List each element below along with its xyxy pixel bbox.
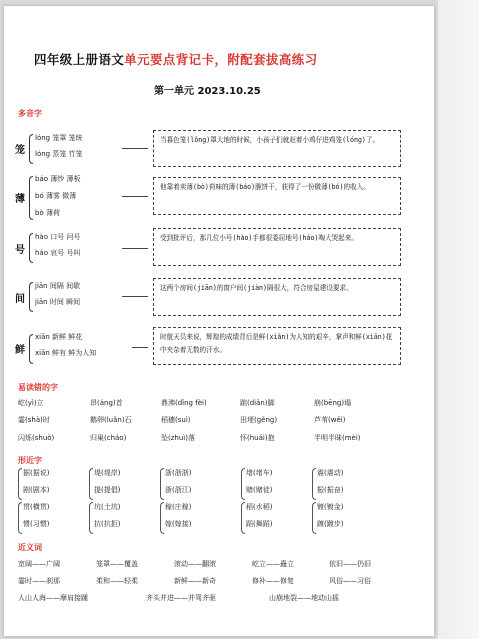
word: 惯(习惯) bbox=[23, 520, 50, 528]
synonym-pair: 屹立——矗立 bbox=[252, 560, 294, 568]
word: 鼎沸(dǐng fèi) bbox=[161, 399, 207, 407]
synonym-pair: 齐头并进——并驾齐驱 bbox=[146, 594, 216, 602]
word: 浙(浙浙) bbox=[165, 469, 192, 477]
brace bbox=[241, 468, 245, 500]
brace bbox=[312, 468, 316, 500]
section-similar: 形近字 bbox=[18, 456, 42, 465]
word: 赌(赌徒) bbox=[246, 486, 273, 494]
brace bbox=[29, 134, 33, 164]
word: 稻穗(suì) bbox=[161, 416, 191, 424]
brace bbox=[160, 468, 164, 500]
section-polyphonic: 多音字 bbox=[18, 109, 42, 118]
example-box: 这两个房间(jiān)的窗户间(jiàn)隔很大，符合房屋建设要求。 bbox=[153, 278, 401, 316]
connector-line bbox=[122, 196, 148, 197]
synonym-pair: 新鲜——新奇 bbox=[174, 577, 216, 585]
word: 震(震动) bbox=[317, 469, 344, 477]
reading: bò 薄荷 bbox=[35, 209, 60, 217]
word: 抗(抗拒) bbox=[94, 520, 121, 528]
connector-line bbox=[122, 296, 148, 297]
word: 霎(shà)时 bbox=[18, 416, 50, 424]
char-long: 笼 bbox=[15, 145, 25, 156]
synonym-pair: 风俗——习俗 bbox=[329, 577, 371, 585]
word: 踱(踱步) bbox=[317, 520, 344, 528]
section-misread: 易读错的字 bbox=[18, 383, 58, 392]
word: 堤(堤岸) bbox=[94, 469, 121, 477]
reading: jiān 时间 瞬间 bbox=[35, 298, 81, 306]
word: 提(提倡) bbox=[94, 486, 121, 494]
word: 坠(zhuì)落 bbox=[161, 434, 195, 442]
synonym-pair: 依旧——仍旧 bbox=[329, 560, 371, 568]
word: 堵(堵车) bbox=[246, 469, 273, 477]
word: 怀(huái)抱 bbox=[240, 434, 275, 442]
section-synonyms: 近义词 bbox=[18, 543, 42, 552]
example-box: 受到批评后，那几位小号(hào)手都很委屈地号(háo)啕大哭起来。 bbox=[153, 228, 401, 266]
brace bbox=[89, 468, 93, 500]
brace bbox=[89, 502, 93, 534]
char-jian: 间 bbox=[15, 294, 25, 305]
reading: báo 薄纱 薄板 bbox=[35, 175, 81, 183]
synonym-pair: 宽阔——广阔 bbox=[18, 560, 60, 568]
brace bbox=[18, 502, 22, 534]
word: 踮(diǎn)脚 bbox=[240, 399, 275, 407]
word: 坑(土坑) bbox=[94, 503, 121, 511]
connector-line bbox=[132, 347, 148, 348]
brace bbox=[241, 502, 245, 534]
background-shade bbox=[438, 0, 479, 639]
synonym-pair: 山崩地裂——地动山摇 bbox=[269, 594, 339, 602]
brace bbox=[18, 468, 22, 500]
word: 田埂(gěng) bbox=[240, 416, 278, 424]
char-hao: 号 bbox=[15, 245, 25, 256]
reading: xiān 鲜有 鲜为人知 bbox=[35, 349, 97, 357]
reading: lóng 笼罩 笼统 bbox=[35, 134, 83, 142]
example-box: 当暮色笼(lǒng)罩大地的时候，小孩子们就赶着小鸡仔进鸡笼(lóng)了。 bbox=[153, 130, 401, 167]
word: 稻(水稻) bbox=[246, 503, 273, 511]
reading: hào 口号 问号 bbox=[35, 233, 81, 241]
brace bbox=[29, 176, 33, 220]
word: 稼(庄稼) bbox=[165, 503, 192, 511]
word: 闪烁(shuò) bbox=[18, 434, 55, 442]
reading: lóng 蒸笼 竹笼 bbox=[35, 150, 83, 158]
word: 鹅卵(luǎn)石 bbox=[90, 416, 132, 424]
reading: xiān 新鲜 鲜花 bbox=[35, 333, 83, 341]
word: 昂(áng)首 bbox=[90, 399, 123, 407]
brace bbox=[29, 334, 33, 364]
word: 芦苇(wěi) bbox=[314, 416, 346, 424]
reading: bó 薄雾 微薄 bbox=[35, 192, 77, 200]
brace bbox=[29, 282, 33, 312]
word: 嫁(嫁接) bbox=[165, 520, 192, 528]
connector-line bbox=[122, 148, 148, 149]
reading: jiān 间隔 间歇 bbox=[35, 282, 81, 290]
brace bbox=[29, 233, 33, 263]
char-xian: 鲜 bbox=[15, 345, 25, 356]
synonym-pair: 霎时——刹那 bbox=[18, 577, 60, 585]
word: 半明半昧(mèi) bbox=[314, 434, 361, 442]
word: 剧(剧本) bbox=[23, 486, 50, 494]
reading: háo 哀号 号叫 bbox=[35, 249, 81, 257]
document-page bbox=[4, 6, 434, 636]
char-bao: 薄 bbox=[15, 194, 25, 205]
synonym-pair: 人山人海——摩肩接踵 bbox=[18, 594, 88, 602]
synonym-pair: 修补——修复 bbox=[252, 577, 294, 585]
word: 镀(镀金) bbox=[317, 503, 344, 511]
word: 崩(bēng)塌 bbox=[314, 399, 352, 407]
word: 据(据说) bbox=[23, 469, 50, 477]
synonym-pair: 滚动——翻滚 bbox=[174, 560, 216, 568]
word: 浙(浙江) bbox=[165, 486, 192, 494]
brace bbox=[312, 502, 316, 534]
example-box: 他靠着卖薄(bò)荷味的薄(báo)脆饼干，获得了一份微薄(bó)的收入。 bbox=[153, 177, 401, 215]
connector-line bbox=[122, 248, 148, 249]
page-title: 四年级上册语文单元要点背记卡，附配套拔高练习 bbox=[34, 52, 318, 67]
synonym-pair: 柔和——轻柔 bbox=[96, 577, 138, 585]
word: 振(振奋) bbox=[317, 486, 344, 494]
word: 屹(yì)立 bbox=[18, 399, 44, 407]
example-box: 时航天员来说，辉煌的成绩背后是鲜(xiǎn)为人知的艰辛，掌声和鲜(xiān)花中夹杂着无数的汗水。 bbox=[153, 327, 401, 365]
brace bbox=[160, 502, 164, 534]
unit-heading: 第一单元 2023.10.25 bbox=[154, 86, 261, 97]
synonym-pair: 笼罩——覆盖 bbox=[96, 560, 138, 568]
word: 贯(横贯) bbox=[23, 503, 50, 511]
word: 归巢(cháo) bbox=[90, 434, 127, 442]
word: 蹈(舞蹈) bbox=[246, 520, 273, 528]
